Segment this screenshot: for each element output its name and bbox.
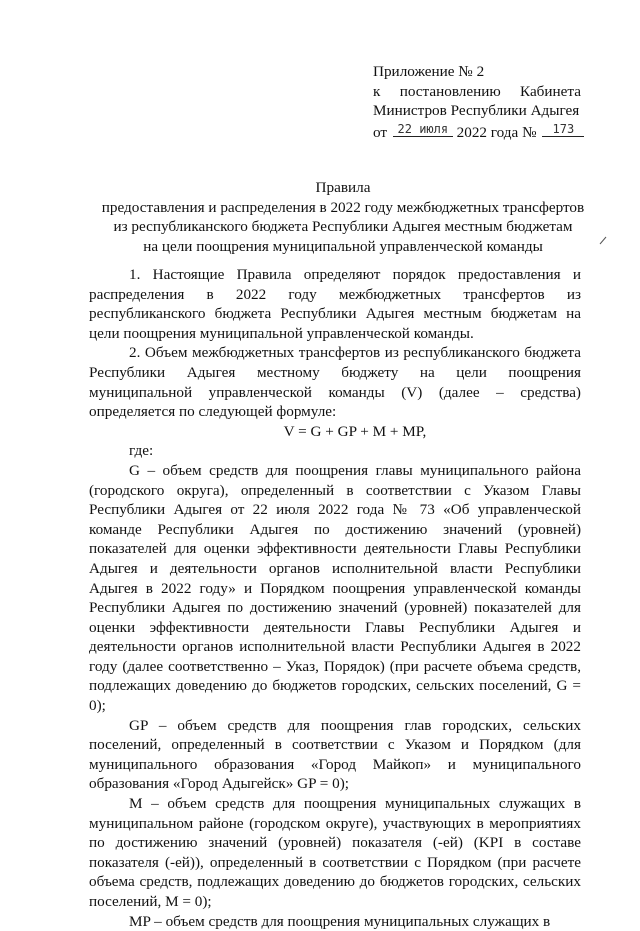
handwritten-number: 173	[552, 121, 575, 136]
date-prefix: от	[373, 123, 388, 141]
title-line-2: из республиканского бюджета Республики Адыгея местным бюджетам	[113, 218, 573, 235]
appendix-ministers: Министров Республики Адыгея	[373, 102, 580, 119]
title-heading: Правила	[315, 179, 371, 196]
formula: V = G + GP + M + MP,	[283, 422, 427, 440]
appendix-word-cabinet: Кабинета	[520, 82, 581, 100]
paragraph-2: 2. Объем межбюджетных трансфертов из республиканского бюджета Республики Адыгея местному бюджету на цели поощрения муниципальной управленческой команды (V) (далее – средства) определяется по следующей формуле:	[89, 344, 581, 421]
paragraph-1: 1. Настоящие Правила определяют порядок предоставления и распределения в 2022 году межбюджетных трансфертов из республиканского бюджета Республики Адыгея местным бюджетам на цели поощрения муниципальной управленческой команды.	[89, 266, 581, 342]
appendix-block	[373, 62, 581, 142]
appendix-word-k: к	[373, 82, 381, 100]
handwritten-date: 22 июля	[397, 121, 449, 136]
where-label: где:	[129, 442, 154, 460]
stray-pen-mark	[597, 234, 609, 246]
appendix-word-decree: постановлению	[399, 82, 501, 100]
document-body	[89, 265, 581, 931]
definition-g: G – объем средств для поощрения главы муниципального района (городского округа), определенный в соответствии с Указом Главы Республики Адыгея от 22 июля 2022 года № 73 «Об управленческой команде Республики Адыгея по достижению значений (уровней) показателей для оценки эффективности деятельности Главы Республики Адыгея и деятельности органов исполнительной власти Республики Адыгея в 2022 году» и Порядком поощрения управленческой команды Республики Адыгея по достижению значений (уровней) показателей для оценки эффективности деятельности Главы Республики Адыгея и деятельности органов исполнительной власти Республики Адыгея в 2022 году (далее соответственно – Указ, Порядок) (при расчете объема средств, подлежащих доведению до бюджетов городских, сельских поселений, G = 0);	[89, 461, 581, 715]
title-line-3: на цели поощрения муниципальной управленческой команды	[143, 237, 543, 255]
appendix-reference	[373, 82, 581, 102]
number-blank	[542, 121, 584, 137]
document-title	[60, 178, 626, 256]
appendix-date-line	[373, 121, 581, 143]
definition-m: M – объем средств для поощрения муниципальных служащих в муниципальном районе (городском округе), участвующих в мероприятиях по достижению значений (уровней) показателя (-ей) (KPI в составе показателя (-ей)), определенный в соответствии с Порядком (при расчете объема средств, подлежащих доведению до бюджетов городских, сельских поселений, M = 0);	[89, 795, 581, 910]
appendix-number: Приложение № 2	[373, 63, 485, 80]
date-blank	[393, 121, 453, 137]
definition-mp: MP – объем средств для поощрения муниципальных служащих в	[129, 912, 551, 930]
definition-gp: GP – объем средств для поощрения глав городских, сельских поселений, определенный в соответствии с Указом и Порядком (для муниципального образования «Город Майкоп» и муниципального образования «Город Адыгейск» GP = 0);	[89, 716, 581, 793]
year-text: 2022 года №	[456, 123, 537, 141]
title-line-1: предоставления и распределения в 2022 году межбюджетных трансфертов	[101, 198, 585, 216]
